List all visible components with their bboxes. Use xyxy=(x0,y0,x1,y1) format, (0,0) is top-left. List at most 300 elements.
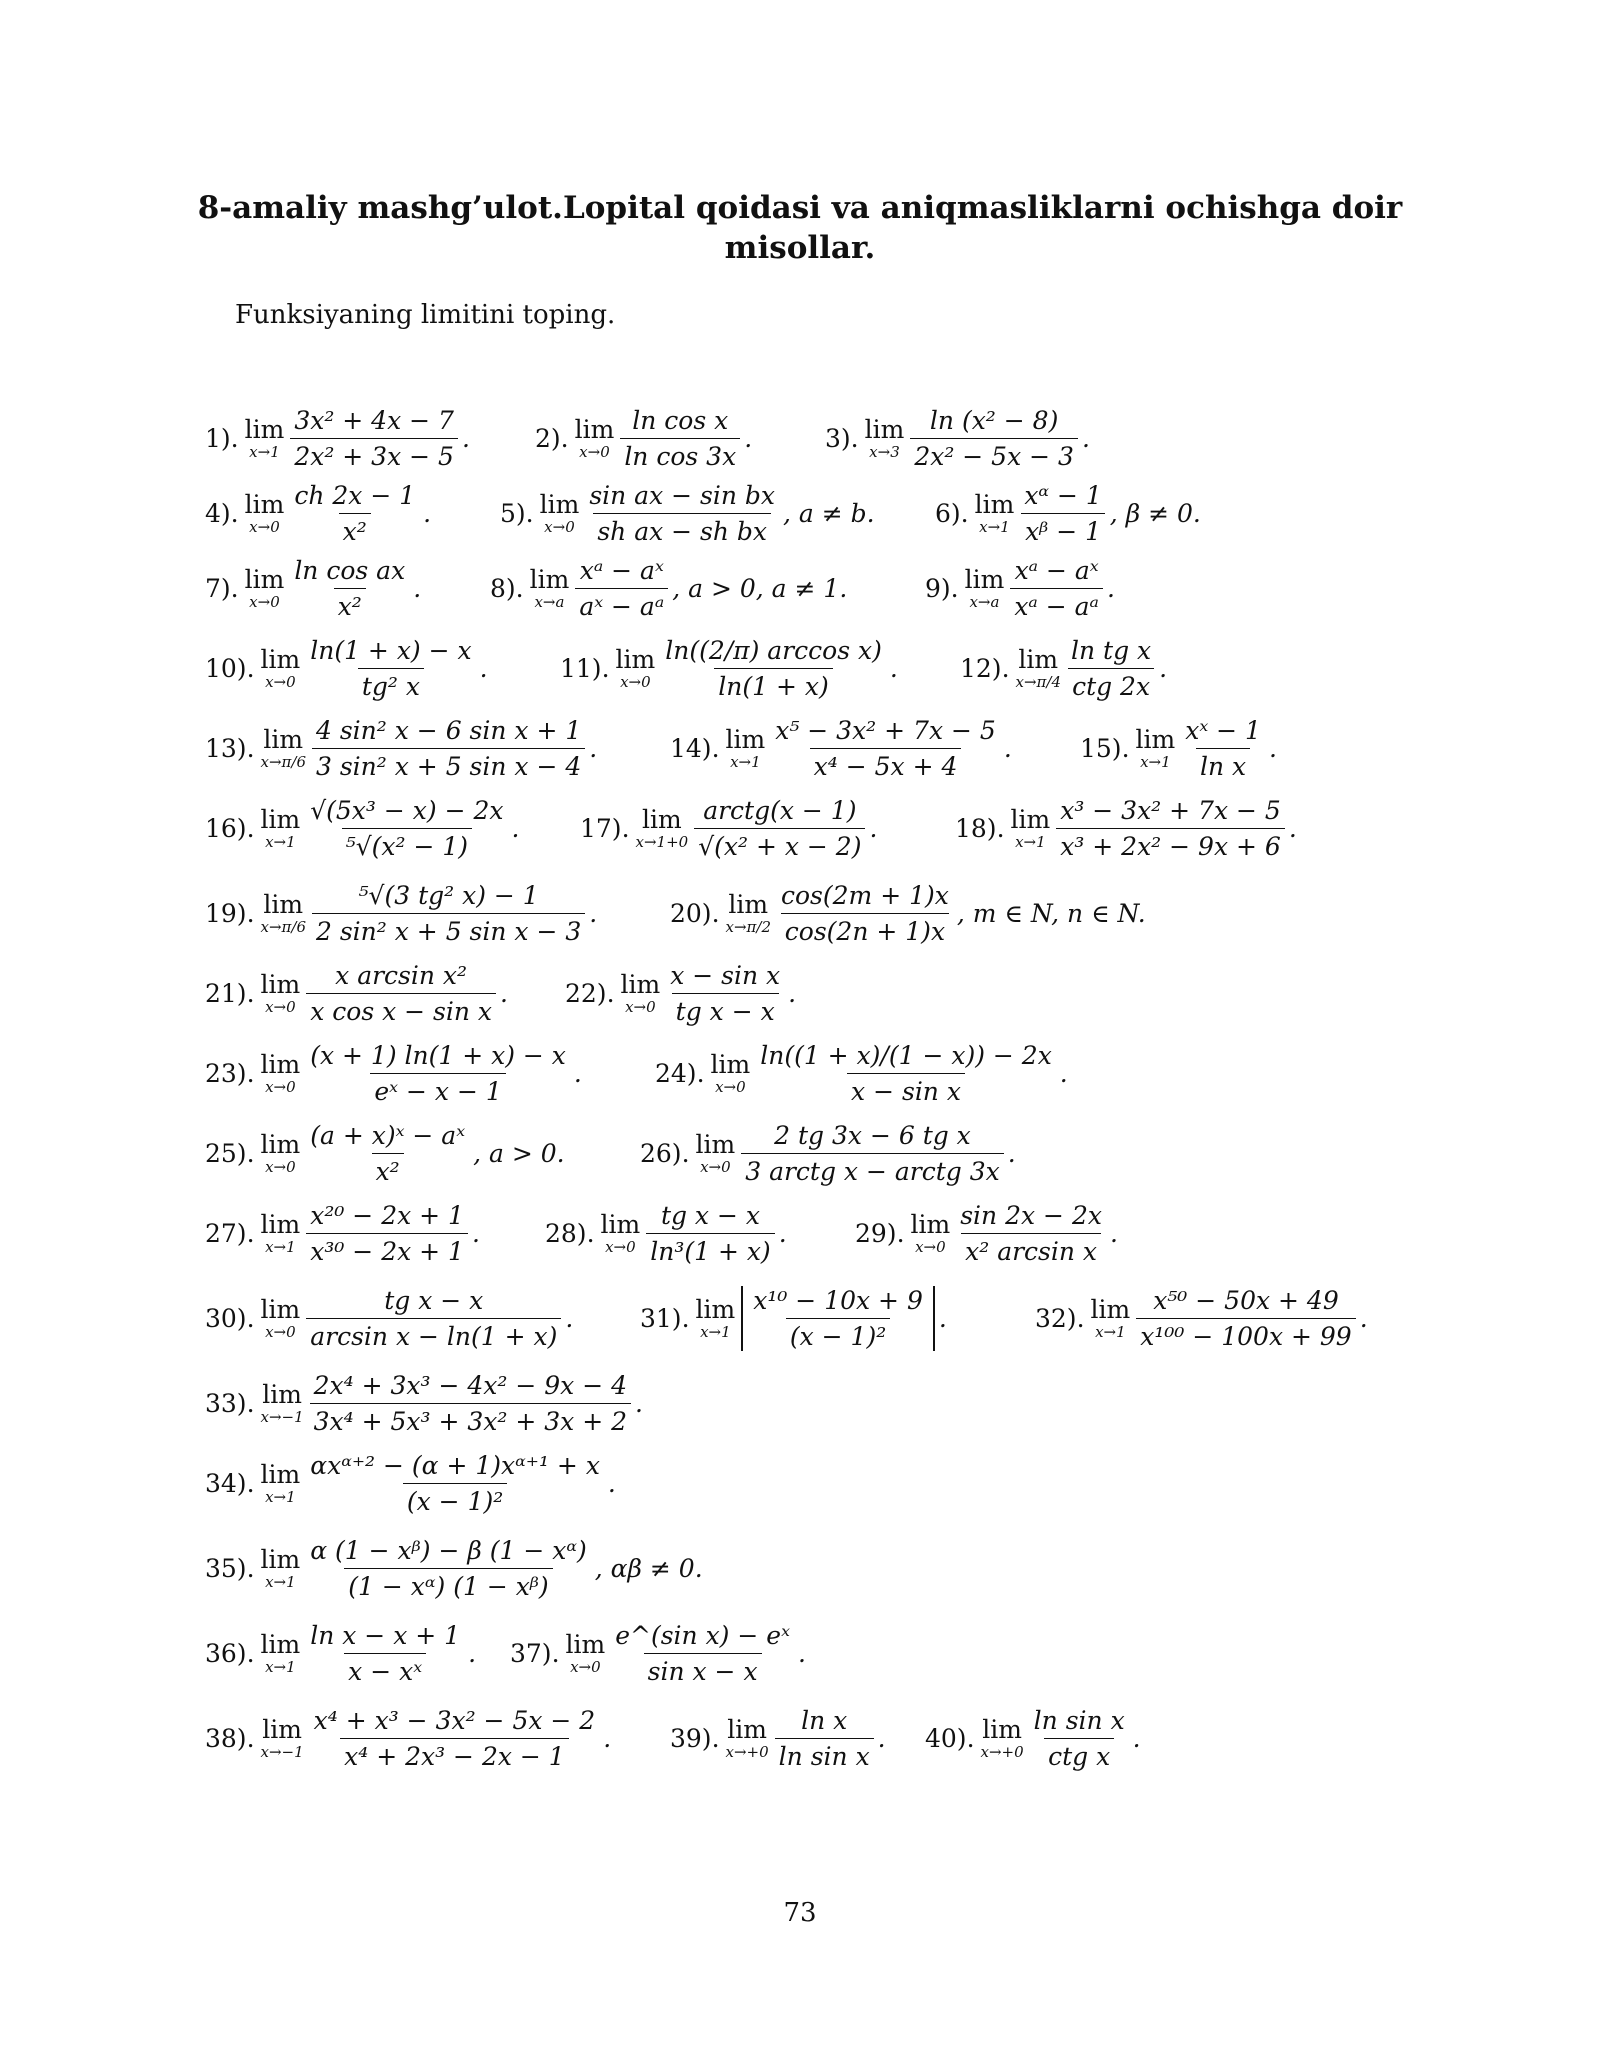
condition: . xyxy=(1059,1058,1068,1088)
limit-approach: x→0 xyxy=(265,1157,296,1176)
condition: . xyxy=(744,423,753,453)
denominator: xᵝ − 1 xyxy=(1021,513,1105,546)
condition: . xyxy=(889,653,898,683)
fraction xyxy=(756,1041,1056,1106)
lim-word: lim xyxy=(695,1129,736,1159)
condition: . xyxy=(413,573,422,603)
problem-number: 37). xyxy=(510,1638,560,1668)
denominator: 2x² + 3x − 5 xyxy=(290,438,458,471)
lim-word: lim xyxy=(260,804,301,834)
condition: . xyxy=(788,978,797,1008)
lim-word: lim xyxy=(964,564,1005,594)
lim-word: lim xyxy=(539,489,580,519)
numerator: ln cos x xyxy=(632,405,729,435)
problem-number: 17). xyxy=(580,813,630,843)
problem-21 xyxy=(205,950,508,1036)
condition: . xyxy=(938,1303,947,1333)
numerator: α (1 − xᵝ) − β (1 − xᵅ) xyxy=(310,1535,587,1565)
problem-19 xyxy=(205,870,597,956)
lim-word: lim xyxy=(260,1129,301,1159)
condition: , a ≠ b. xyxy=(783,498,875,528)
problem-33 xyxy=(205,1360,643,1446)
denominator: x² xyxy=(372,1153,404,1186)
problem-number: 7). xyxy=(205,573,239,603)
problem-14 xyxy=(670,705,1012,791)
numerator: sin ax − sin bx xyxy=(589,480,776,510)
limit-approach: x→1 xyxy=(265,832,296,851)
denominator: (x − 1)² xyxy=(786,1318,890,1351)
numerator: 3x² + 4x − 7 xyxy=(294,405,454,435)
limit-operator xyxy=(695,1294,736,1341)
problem-number: 9). xyxy=(925,573,959,603)
condition: . xyxy=(573,1058,582,1088)
problem-number: 14). xyxy=(670,733,720,763)
condition: , β ≠ 0. xyxy=(1109,498,1201,528)
numerator: x − sin x xyxy=(670,960,781,990)
numerator: ln((2/π) arccos x) xyxy=(665,635,882,665)
limit-approach: x→1 xyxy=(730,752,761,771)
limit-operator xyxy=(260,724,306,771)
numerator: arctg(x − 1) xyxy=(703,795,857,825)
fraction xyxy=(306,636,475,701)
lim-word: lim xyxy=(695,1294,736,1324)
limit-approach: x→0 xyxy=(249,592,280,611)
numerator: tg x − x xyxy=(384,1285,484,1315)
problem-number: 38). xyxy=(205,1723,255,1753)
denominator: aˣ − aᵃ xyxy=(575,588,668,621)
fraction xyxy=(910,406,1078,471)
limit-operator xyxy=(260,1379,304,1426)
limit-operator xyxy=(244,489,285,536)
lim-word: lim xyxy=(615,644,656,674)
numerator: 2x⁴ + 3x³ − 4x² − 9x − 4 xyxy=(313,1370,628,1400)
fraction xyxy=(777,881,953,946)
problem-16 xyxy=(205,785,519,871)
page-title: 8-amaliy mashg’ulot.Lopital qoidasi va aniqmasliklarni ochishga doir misollar. xyxy=(197,190,1403,266)
problem-number: 24). xyxy=(655,1058,705,1088)
problem-37 xyxy=(510,1610,806,1696)
problem-number: 1). xyxy=(205,423,239,453)
limit-operator xyxy=(980,1714,1024,1761)
lim-word: lim xyxy=(263,724,304,754)
lim-word: lim xyxy=(244,564,285,594)
problem-30 xyxy=(205,1275,573,1361)
problem-29 xyxy=(855,1190,1118,1276)
fraction xyxy=(306,1451,604,1516)
limit-approach: x→0 xyxy=(620,672,651,691)
problem-number: 22). xyxy=(565,978,615,1008)
limit-operator xyxy=(539,489,580,536)
denominator: x¹⁰⁰ − 100x + 99 xyxy=(1136,1318,1355,1351)
denominator: 3 arctg x − arctg 3x xyxy=(741,1153,1004,1186)
condition: . xyxy=(1268,733,1277,763)
denominator: 3 sin² x + 5 sin x − 4 xyxy=(312,748,585,781)
lim-word: lim xyxy=(864,414,905,444)
limit-approach: x→1 xyxy=(1015,832,1046,851)
denominator: x³ + 2x² − 9x + 6 xyxy=(1056,828,1285,861)
condition: , αβ ≠ 0. xyxy=(594,1553,703,1583)
problem-number: 31). xyxy=(640,1303,690,1333)
limit-approach: x→0 xyxy=(625,997,656,1016)
lim-word: lim xyxy=(725,724,766,754)
numerator: x¹⁰ − 10x + 9 xyxy=(753,1285,923,1315)
problem-number: 34). xyxy=(205,1468,255,1498)
fraction xyxy=(306,1536,591,1601)
limit-approach: x→0 xyxy=(570,1657,601,1676)
numerator: x⁵ − 3x² + 7x − 5 xyxy=(775,715,996,745)
problem-11 xyxy=(560,625,898,711)
limit-approach: x→0 xyxy=(605,1237,636,1256)
problem-number: 21). xyxy=(205,978,255,1008)
limit-approach: x→+0 xyxy=(980,1742,1024,1761)
lim-word: lim xyxy=(710,1049,751,1079)
numerator: 4 sin² x − 6 sin x + 1 xyxy=(316,715,582,745)
limit-approach: x→1 xyxy=(249,442,280,461)
problem-32 xyxy=(1035,1275,1368,1361)
problem-25 xyxy=(205,1110,565,1196)
problem-number: 13). xyxy=(205,733,255,763)
numerator: tg x − x xyxy=(660,1200,760,1230)
problem-number: 16). xyxy=(205,813,255,843)
limit-approach: x→1 xyxy=(265,1657,296,1676)
denominator: 2 sin² x + 5 sin x − 3 xyxy=(312,913,585,946)
numerator: ch 2x − 1 xyxy=(294,480,416,510)
denominator: ln x xyxy=(1196,748,1250,781)
fraction xyxy=(290,556,409,621)
numerator: xᵃ − aˣ xyxy=(1014,555,1099,585)
problem-36 xyxy=(205,1610,476,1696)
condition: . xyxy=(1132,1723,1141,1753)
problem-23 xyxy=(205,1030,582,1116)
numerator: xᵃ − aˣ xyxy=(579,555,664,585)
fraction xyxy=(666,961,784,1026)
limit-operator xyxy=(615,644,656,691)
lim-word: lim xyxy=(262,1714,302,1744)
denominator: x² xyxy=(339,513,371,546)
fraction xyxy=(771,716,1000,781)
condition: . xyxy=(1003,733,1012,763)
fraction xyxy=(956,1201,1106,1266)
denominator: tg x − x xyxy=(672,993,779,1026)
problem-number: 12). xyxy=(960,653,1010,683)
condition: , m ∈ N, n ∈ N. xyxy=(956,898,1146,928)
fraction xyxy=(306,1286,561,1351)
lim-word: lim xyxy=(260,1459,301,1489)
lim-word: lim xyxy=(263,889,304,919)
numerator: (x + 1) ln(1 + x) − x xyxy=(310,1040,566,1070)
limit-operator xyxy=(260,1049,301,1096)
limit-approach: x→0 xyxy=(915,1237,946,1256)
numerator: xˣ − 1 xyxy=(1185,715,1261,745)
limit-operator xyxy=(244,564,285,611)
problem-number: 26). xyxy=(640,1138,690,1168)
limit-approach: x→0 xyxy=(265,1322,296,1341)
denominator: eˣ − x − 1 xyxy=(370,1073,505,1106)
fraction xyxy=(312,716,585,781)
condition: . xyxy=(607,1468,616,1498)
denominator: arcsin x − ln(1 + x) xyxy=(306,1318,561,1351)
limit-approach: x→0 xyxy=(265,997,296,1016)
limit-approach: x→π/6 xyxy=(260,752,306,771)
lim-word: lim xyxy=(600,1209,641,1239)
fraction xyxy=(306,1041,570,1106)
problem-number: 4). xyxy=(205,498,239,528)
lim-word: lim xyxy=(244,489,285,519)
problem-number: 36). xyxy=(205,1638,255,1668)
numerator: x arcsin x² xyxy=(335,960,468,990)
limit-operator xyxy=(529,564,570,611)
limit-approach: x→0 xyxy=(265,672,296,691)
limit-operator xyxy=(725,1714,769,1761)
lim-word: lim xyxy=(262,1379,302,1409)
numerator: x⁴ + x³ − 3x² − 5x − 2 xyxy=(313,1705,596,1735)
fraction xyxy=(1010,556,1103,621)
limit-approach: x→π/6 xyxy=(260,917,306,936)
fraction xyxy=(306,796,507,861)
problem-number: 6). xyxy=(935,498,969,528)
numerator: ln cos ax xyxy=(294,555,406,585)
numerator: x³ − 3x² + 7x − 5 xyxy=(1060,795,1281,825)
problem-number: 8). xyxy=(490,573,524,603)
fraction xyxy=(646,1201,774,1266)
limit-approach: x→1 xyxy=(265,1572,296,1591)
limit-approach: x→a xyxy=(534,592,565,611)
problem-2 xyxy=(535,395,752,481)
problem-40 xyxy=(925,1695,1141,1781)
limit-approach: x→1 xyxy=(1140,752,1171,771)
limit-operator xyxy=(710,1049,751,1096)
lim-word: lim xyxy=(1010,804,1051,834)
condition: . xyxy=(1288,813,1297,843)
limit-approach: x→1 xyxy=(265,1237,296,1256)
condition: . xyxy=(869,813,878,843)
denominator: x − sin x xyxy=(847,1073,965,1106)
fraction xyxy=(1056,796,1285,861)
problem-20 xyxy=(670,870,1146,956)
problem-15 xyxy=(1080,705,1277,791)
fraction xyxy=(620,406,740,471)
problem-18 xyxy=(955,785,1297,871)
fraction xyxy=(1181,716,1265,781)
problem-number: 33). xyxy=(205,1388,255,1418)
problem-number: 35). xyxy=(205,1553,255,1583)
problem-5 xyxy=(500,470,875,556)
numerator: xᵅ − 1 xyxy=(1024,480,1102,510)
fraction xyxy=(611,1621,794,1686)
denominator: √(x² + x − 2) xyxy=(694,828,865,861)
problem-39 xyxy=(670,1695,886,1781)
problem-22 xyxy=(565,950,796,1036)
fraction xyxy=(1067,636,1155,701)
fraction xyxy=(306,1201,468,1266)
condition: . xyxy=(589,733,598,763)
problem-17 xyxy=(580,785,877,871)
denominator: tg² x xyxy=(358,668,424,701)
lim-word: lim xyxy=(727,1714,767,1744)
limit-operator xyxy=(260,804,301,851)
denominator: x³⁰ − 2x + 1 xyxy=(306,1233,468,1266)
limit-operator xyxy=(725,889,771,936)
denominator: (x − 1)² xyxy=(403,1483,507,1516)
limit-approach: x→π/4 xyxy=(1015,672,1061,691)
limit-approach: x→0 xyxy=(579,442,610,461)
limit-operator xyxy=(1135,724,1176,771)
denominator: ⁵√(x² − 1) xyxy=(342,828,472,861)
fraction xyxy=(306,1121,469,1186)
problem-number: 2). xyxy=(535,423,569,453)
problem-number: 28). xyxy=(545,1218,595,1248)
limit-operator xyxy=(260,1294,301,1341)
lim-word: lim xyxy=(260,969,301,999)
lim-word: lim xyxy=(1135,724,1176,754)
limit-approach: x→1+0 xyxy=(635,832,689,851)
condition: . xyxy=(500,978,508,1008)
problem-38 xyxy=(205,1695,611,1781)
numerator: ln(1 + x) − x xyxy=(310,635,472,665)
limit-approach: x→3 xyxy=(869,442,900,461)
lim-word: lim xyxy=(260,1049,301,1079)
problem-1 xyxy=(205,395,470,481)
denominator: 3x⁴ + 5x³ + 3x² + 3x + 2 xyxy=(310,1403,631,1436)
lim-word: lim xyxy=(620,969,661,999)
fraction xyxy=(741,1286,935,1351)
fraction xyxy=(585,481,779,546)
condition: . xyxy=(1359,1303,1368,1333)
condition: , a > 0, a ≠ 1. xyxy=(672,573,848,603)
numerator: ln x xyxy=(801,1705,848,1735)
limit-operator xyxy=(260,1129,301,1176)
problem-31 xyxy=(640,1275,947,1361)
fraction xyxy=(1020,481,1105,546)
problem-27 xyxy=(205,1190,480,1276)
limit-operator xyxy=(260,1459,301,1506)
limit-operator xyxy=(260,1629,301,1676)
condition: , a > 0. xyxy=(473,1138,565,1168)
limit-approach: x→0 xyxy=(715,1077,746,1096)
limit-operator xyxy=(695,1129,736,1176)
fraction xyxy=(1136,1286,1355,1351)
fraction xyxy=(310,1706,600,1771)
lim-word: lim xyxy=(260,1629,301,1659)
fraction xyxy=(741,1121,1004,1186)
denominator: x² xyxy=(334,588,366,621)
problem-34 xyxy=(205,1440,616,1526)
condition: . xyxy=(589,898,598,928)
denominator: (1 − xᵅ) (1 − xᵝ) xyxy=(344,1568,552,1601)
problem-6 xyxy=(935,470,1201,556)
limit-operator xyxy=(244,414,285,461)
problem-number: 19). xyxy=(205,898,255,928)
problem-9 xyxy=(925,545,1115,631)
condition: . xyxy=(603,1723,612,1753)
denominator: ctg 2x xyxy=(1068,668,1154,701)
limit-operator xyxy=(260,969,301,1016)
numerator: x²⁰ − 2x + 1 xyxy=(310,1200,464,1230)
fraction xyxy=(1030,1706,1129,1771)
limit-operator xyxy=(260,1209,301,1256)
lim-word: lim xyxy=(1090,1294,1131,1324)
limit-approach: x→0 xyxy=(265,1077,296,1096)
limit-operator xyxy=(910,1209,951,1256)
condition: . xyxy=(635,1388,643,1418)
fraction xyxy=(290,406,458,471)
numerator: ln((1 + x)/(1 − x)) − 2x xyxy=(760,1040,1052,1070)
problem-number: 25). xyxy=(205,1138,255,1168)
denominator: sin x − x xyxy=(644,1653,762,1686)
numerator: (a + x)ˣ − aˣ xyxy=(310,1120,466,1150)
lim-word: lim xyxy=(728,889,769,919)
lim-word: lim xyxy=(529,564,570,594)
problem-28 xyxy=(545,1190,787,1276)
limit-operator xyxy=(574,414,615,461)
fraction xyxy=(775,1706,874,1771)
problem-number: 30). xyxy=(205,1303,255,1333)
limit-operator xyxy=(260,889,306,936)
limit-approach: x→1 xyxy=(979,517,1010,536)
problem-35 xyxy=(205,1525,703,1611)
limit-operator xyxy=(974,489,1015,536)
condition: . xyxy=(778,1218,787,1248)
numerator: e^(sin x) − eˣ xyxy=(615,1620,790,1650)
limit-approach: x→0 xyxy=(249,517,280,536)
denominator: ln³(1 + x) xyxy=(646,1233,774,1266)
problem-number: 15). xyxy=(1080,733,1130,763)
problem-number: 29). xyxy=(855,1218,905,1248)
limit-operator xyxy=(565,1629,606,1676)
instruction-text: Funksiyaning limitini toping. xyxy=(235,300,616,330)
denominator: sh ax − sh bx xyxy=(593,513,771,546)
denominator: ln cos 3x xyxy=(620,438,740,471)
denominator: xᵃ − aᵃ xyxy=(1010,588,1103,621)
limit-approach: x→−1 xyxy=(260,1742,304,1761)
fraction xyxy=(310,1371,631,1436)
denominator: x⁴ − 5x + 4 xyxy=(810,748,962,781)
numerator: ln sin x xyxy=(1033,1705,1125,1735)
numerator: x⁵⁰ − 50x + 49 xyxy=(1153,1285,1339,1315)
problem-7 xyxy=(205,545,421,631)
lim-word: lim xyxy=(574,414,615,444)
numerator: 2 tg 3x − 6 tg x xyxy=(774,1120,971,1150)
limit-approach: x→0 xyxy=(700,1157,731,1176)
limit-approach: x→0 xyxy=(544,517,575,536)
condition: . xyxy=(423,498,432,528)
lim-word: lim xyxy=(982,1714,1022,1744)
problem-24 xyxy=(655,1030,1068,1116)
fraction xyxy=(694,796,865,861)
fraction xyxy=(575,556,668,621)
lim-word: lim xyxy=(565,1629,606,1659)
condition: . xyxy=(1109,1218,1118,1248)
condition: . xyxy=(877,1723,886,1753)
lim-word: lim xyxy=(974,489,1015,519)
fraction xyxy=(306,1621,464,1686)
condition: . xyxy=(1081,423,1090,453)
condition: . xyxy=(468,1638,477,1668)
denominator: x − xˣ xyxy=(344,1653,426,1686)
denominator: x cos x − sin x xyxy=(306,993,496,1026)
condition: . xyxy=(511,813,520,843)
limit-operator xyxy=(964,564,1005,611)
lim-word: lim xyxy=(260,644,301,674)
problem-number: 23). xyxy=(205,1058,255,1088)
problem-26 xyxy=(640,1110,1016,1196)
problem-12 xyxy=(960,625,1167,711)
denominator: ln(1 + x) xyxy=(714,668,832,701)
problem-number: 11). xyxy=(560,653,610,683)
lim-word: lim xyxy=(260,1209,301,1239)
numerator: cos(2m + 1)x xyxy=(781,880,949,910)
limit-operator xyxy=(260,1544,301,1591)
